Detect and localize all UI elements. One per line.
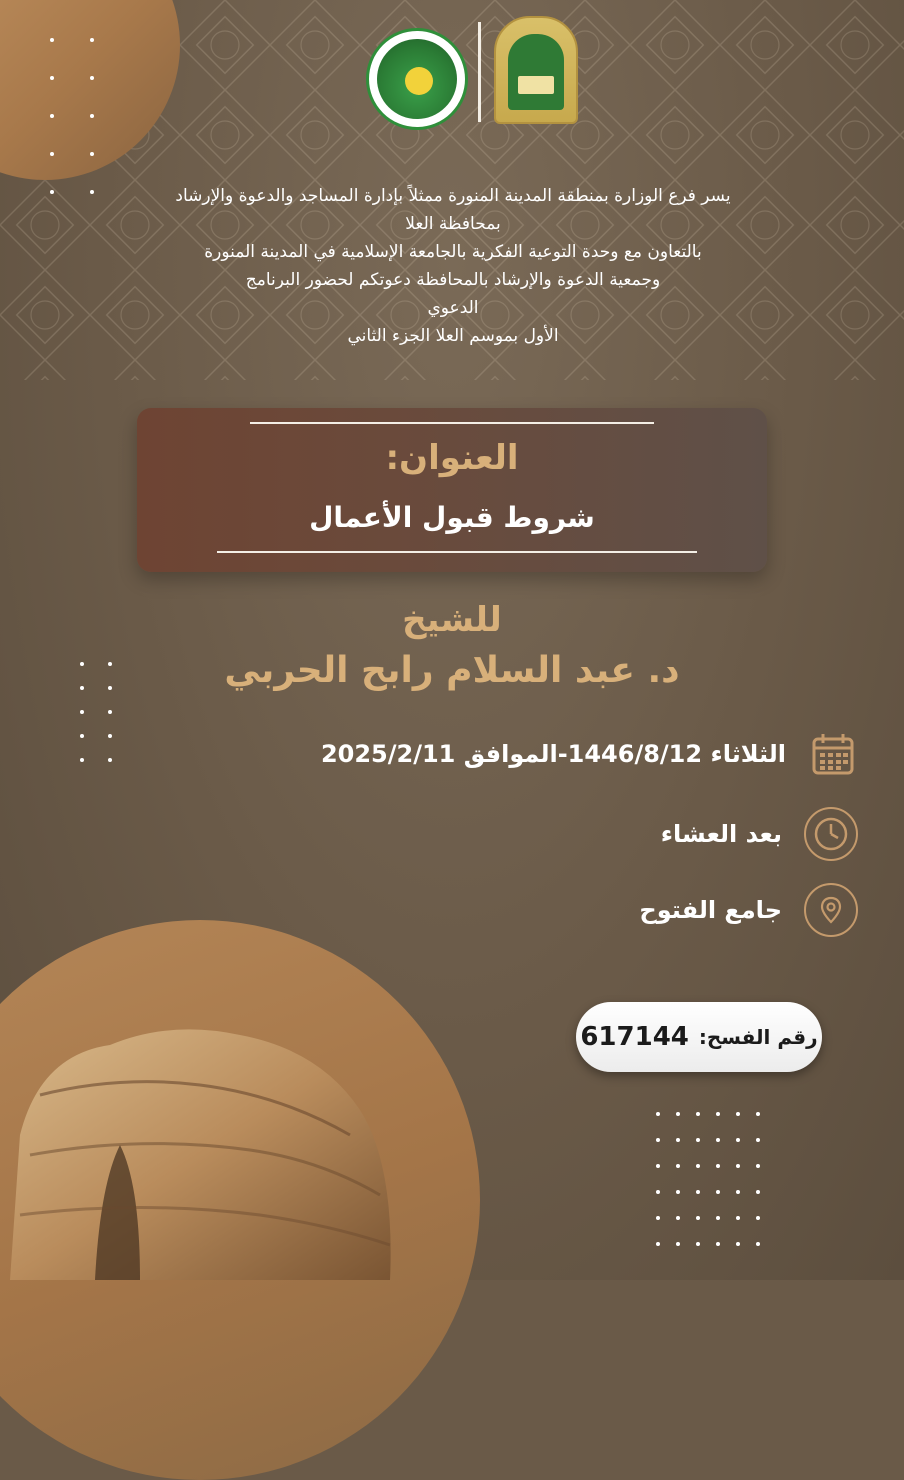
intro-line: الدعوي <box>427 298 479 318</box>
calendar-icon <box>808 729 858 779</box>
event-location: جامع الفتوح <box>639 896 782 924</box>
elephant-rock-image <box>0 1015 400 1280</box>
intro-line: بالتعاون مع وحدة التوعية الفكرية بالجامعة الإسلامية في المدينة المنورة <box>204 242 702 262</box>
location-pin-icon <box>804 883 858 937</box>
title-divider-bottom <box>217 551 697 553</box>
ministry-logo <box>494 16 578 124</box>
title-label: العنوان: <box>385 438 519 478</box>
location-row <box>639 882 858 938</box>
event-date: الثلاثاء 1446/8/12-الموافق 2025/2/11 <box>320 740 786 768</box>
time-row <box>661 806 858 862</box>
decorative-dots-top-left <box>50 38 100 198</box>
decorative-dots-bottom-right <box>656 1112 766 1272</box>
intro-line: بمحافظة العلا <box>405 214 501 234</box>
association-logo <box>366 28 468 130</box>
lecture-title: شروط قبول الأعمال <box>309 501 595 534</box>
title-card <box>137 408 767 572</box>
event-time: بعد العشاء <box>660 820 782 848</box>
intro-line: وجمعية الدعوة والإرشاد بالمحافظة دعوتكم لحضور البرنامج <box>245 270 661 290</box>
permit-number: 617144 <box>580 1022 689 1052</box>
date-row <box>321 726 858 782</box>
permit-label: رقم الفسح: <box>698 1025 818 1049</box>
intro-line: الأول بموسم العلا الجزء الثاني <box>347 326 559 346</box>
clock-icon <box>804 807 858 861</box>
sheikh-label: للشيخ <box>402 600 502 640</box>
intro-line: يسر فرع الوزارة بمنطقة المدينة المنورة ممثلاً بإدارة المساجد والدعوة والإرشاد <box>175 186 731 206</box>
title-divider-top <box>250 422 654 424</box>
sheikh-name: د. عبد السلام رابح الحربي <box>224 650 680 691</box>
intro-text <box>140 182 766 350</box>
permit-number-badge <box>576 1002 822 1072</box>
logo-divider <box>478 22 481 122</box>
header-logos <box>360 12 580 122</box>
